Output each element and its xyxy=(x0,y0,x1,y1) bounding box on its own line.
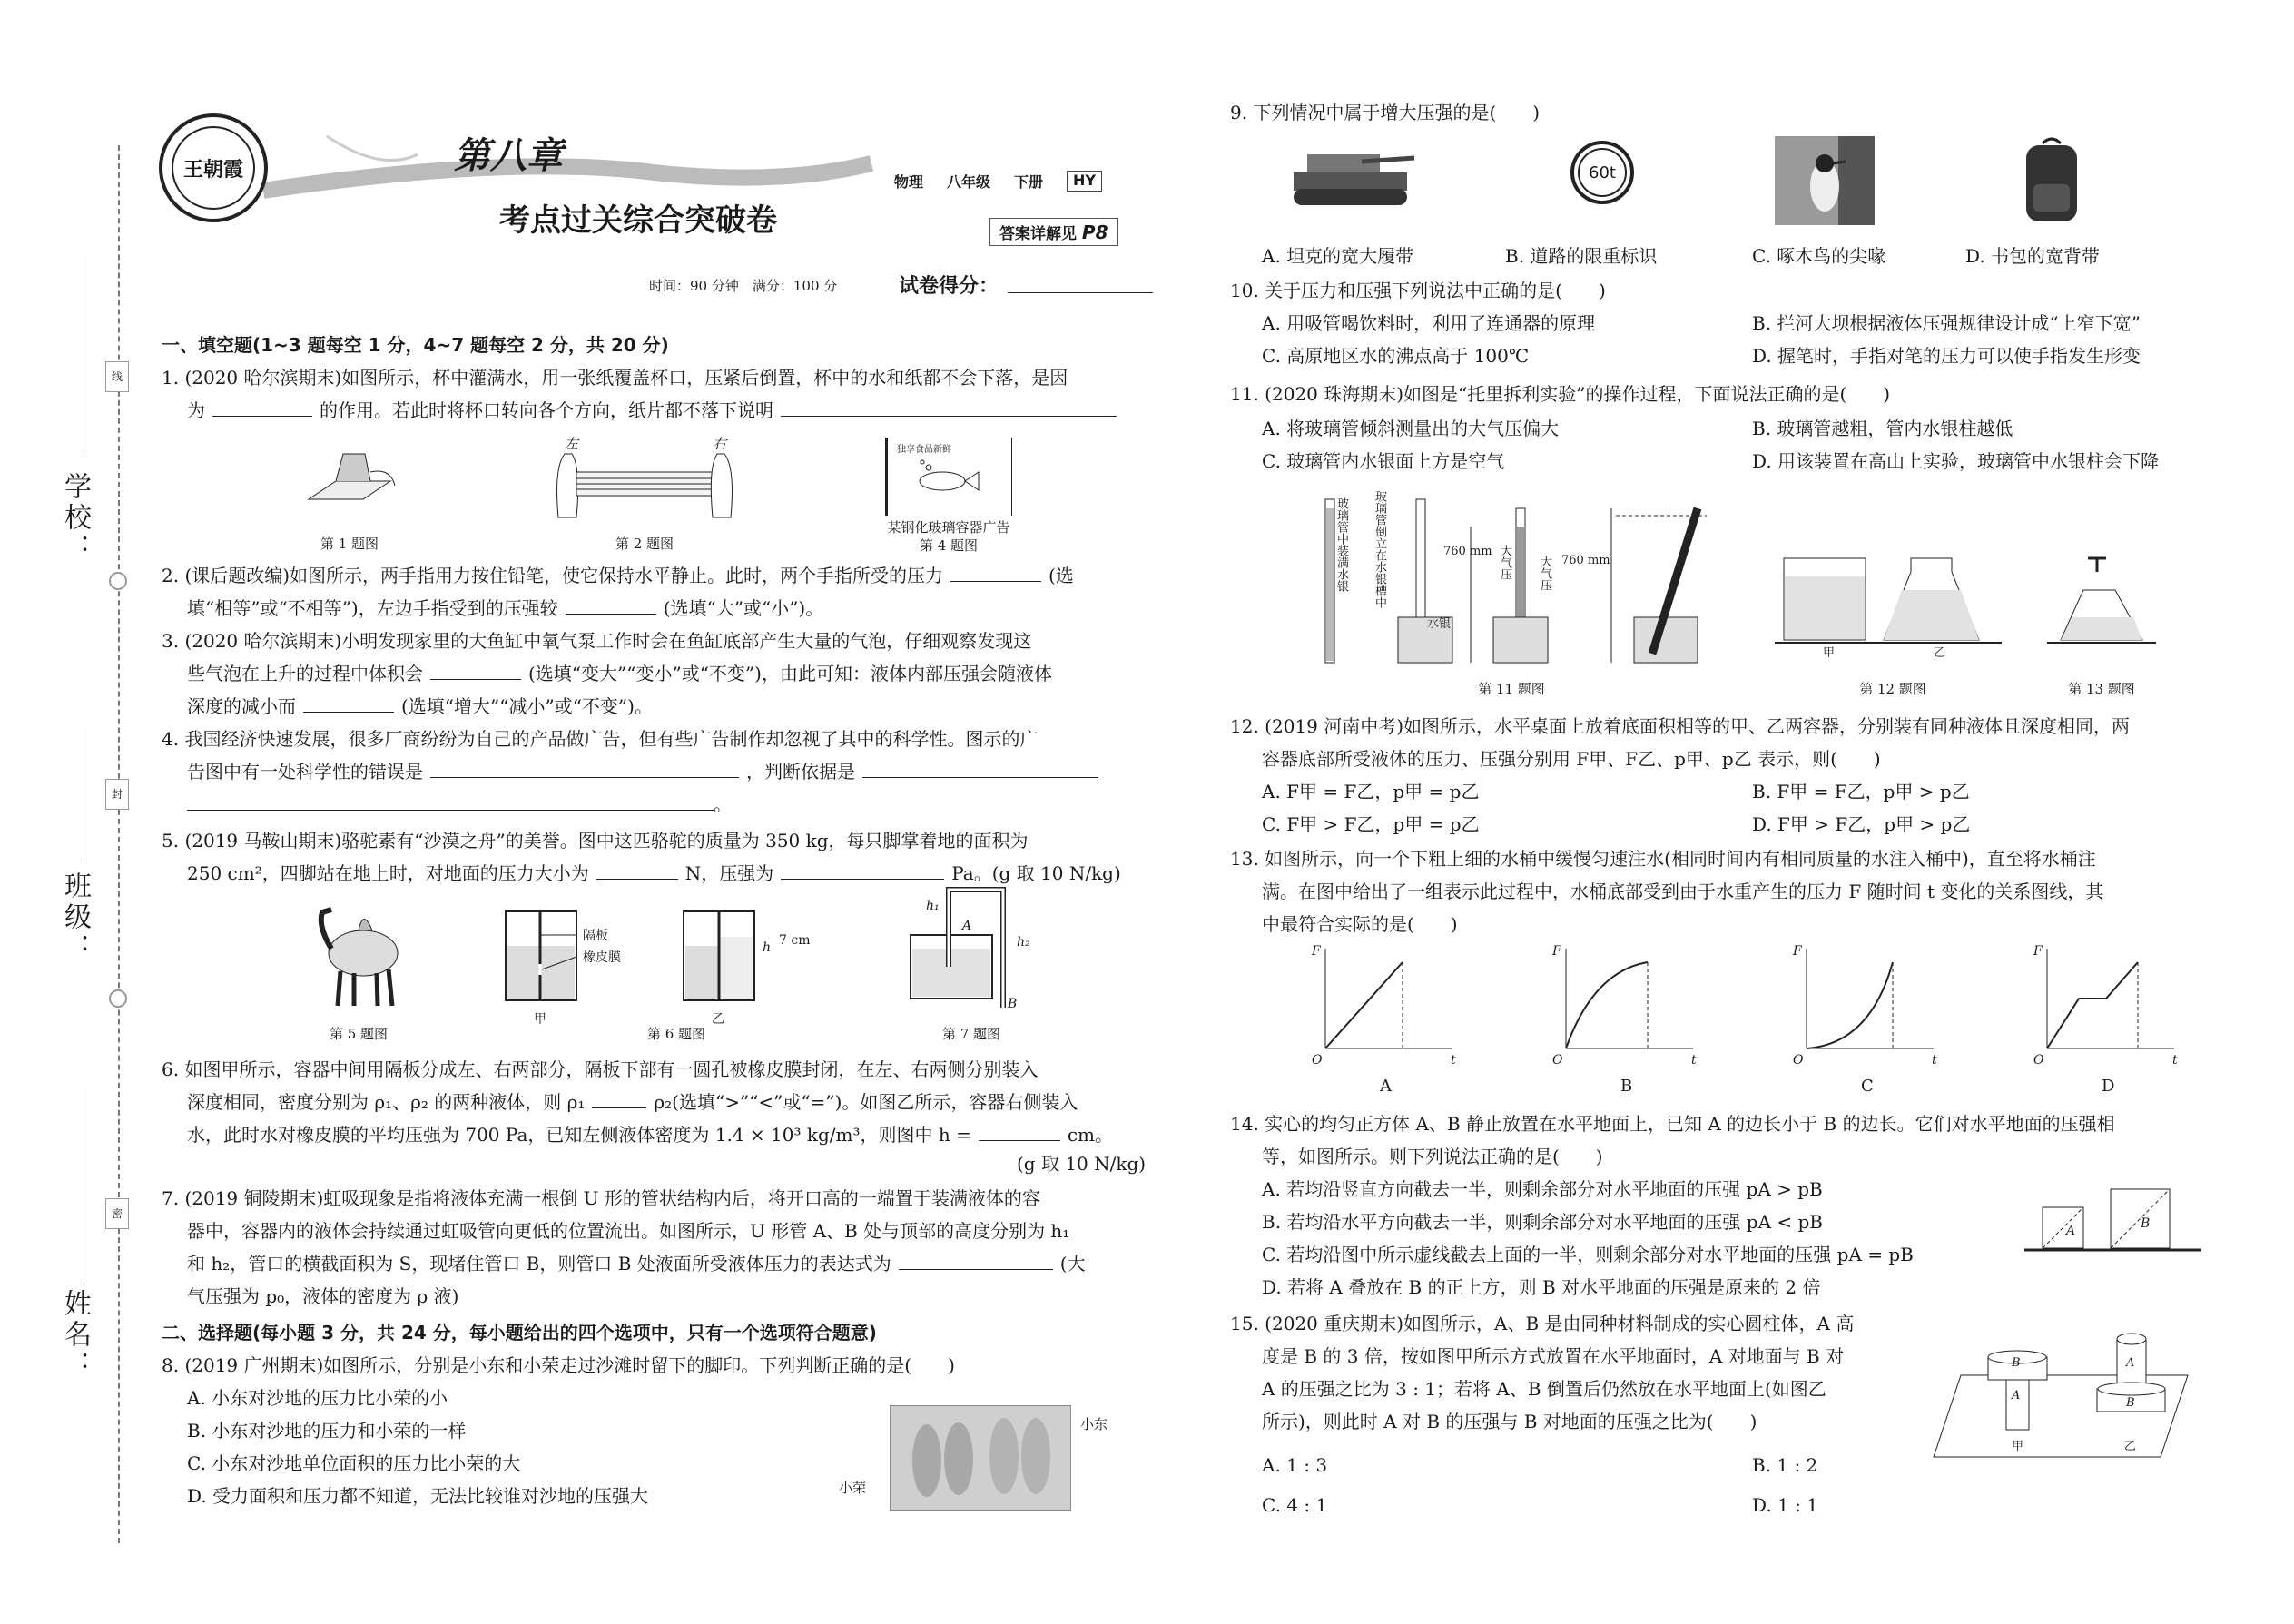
fig13-bucket xyxy=(2038,554,2165,654)
q6-line2: 深度相同，密度分别为 ρ₁、ρ₂ 的两种液体，则 ρ₁ ρ₂(选填“>”“<”或“=”)。如图乙所示，容器右侧装入 xyxy=(187,1086,1078,1118)
subject-tags xyxy=(894,171,1102,192)
fig11-label-tube-inverted: 玻璃管倒立在水银槽中 xyxy=(1373,490,1386,608)
answer-ref-page: P8 xyxy=(1081,221,1108,243)
q14-option-a[interactable]: A. 若均沿竖直方向截去一半，则剩余部分对水平地面的压强 pA > pB xyxy=(1262,1178,1823,1200)
fig12-containers xyxy=(1775,554,2011,654)
tag-grade: 八年级 xyxy=(947,173,991,191)
q11-option-d[interactable]: D. 用该装置在高山上实验，玻璃管中水银柱会下降 xyxy=(1752,450,2160,472)
fig2-left-label: 左 xyxy=(565,436,579,452)
fig12-label-yi: 乙 xyxy=(1934,646,1946,660)
q13-graph-d-o: O xyxy=(2033,1053,2044,1068)
q9-option-d[interactable]: D. 书包的宽背带 xyxy=(1965,245,2101,267)
q6-blank2[interactable] xyxy=(979,1119,1060,1141)
fig15-label-b2: B xyxy=(2126,1396,2135,1410)
q4-blank3[interactable] xyxy=(187,789,714,811)
q4-line3: 。 xyxy=(187,788,732,821)
q13-graph-curves xyxy=(1307,944,2215,1062)
q14-option-b[interactable]: B. 若均沿水平方向截去一半，则剩余部分对水平地面的压强 pA < pB xyxy=(1262,1211,1823,1233)
q15-line3: A 的压强之比为 3 : 1；若将 A、B 倒置后仍然放在水平地面上(如图乙 xyxy=(1262,1378,1826,1400)
q9-option-c[interactable]: C. 啄木鸟的尖喙 xyxy=(1752,245,1886,267)
answer-ref-label: 答案详解见 xyxy=(999,225,1077,243)
q12-option-b[interactable]: B. F甲 = F乙，p甲 > p乙 xyxy=(1752,781,1970,802)
q9-option-b[interactable]: B. 道路的限重标识 xyxy=(1505,245,1658,267)
q11-stem: 11. (2020 珠海期末)如图是“托里拆利实验”的操作过程，下面说法正确的是( ) xyxy=(1230,383,1891,405)
q15-option-b[interactable]: B. 1 : 2 xyxy=(1752,1454,1818,1476)
q7-line3: 和 h₂，管口的横截面积为 S，现堵住管口 B，则管口 B 处液面所受液体压力的表达式为 (大 xyxy=(187,1247,1086,1280)
q9-stem: 9. 下列情况中属于增大压强的是( ) xyxy=(1230,102,1541,123)
tag-edition: HY xyxy=(1067,171,1102,192)
fig11-label-mercury: 水银 xyxy=(1427,617,1452,631)
q13-graph-d-f: F xyxy=(2033,944,2043,959)
score-blank xyxy=(1008,292,1153,293)
fig2-right-label: 右 xyxy=(713,436,727,452)
fig7-b-label: B xyxy=(1008,997,1018,1011)
q13-graph-d-label[interactable]: D xyxy=(2102,1077,2115,1096)
q9-tank-image xyxy=(1289,136,1416,209)
binding-hole-1 xyxy=(109,572,127,590)
fig4-caption: 第 4 题图 xyxy=(919,537,979,554)
q11-option-a[interactable]: A. 将玻璃管倾斜测量出的大气压偏大 xyxy=(1262,418,1560,439)
name-label: 姓名： xyxy=(59,1289,91,1382)
school-label: 学校： xyxy=(59,472,91,565)
q2-line2: 填“相等”或“不相等”)，左边手指受到的压强较 (选填“大”或“小”)。 xyxy=(187,592,823,625)
q8-footprints-image xyxy=(890,1405,1071,1511)
q11-option-c[interactable]: C. 玻璃管内水银面上方是空气 xyxy=(1262,450,1505,472)
q6-line3: 水，此时水对橡皮膜的平均压强为 700 Pa，已知左侧液体密度为 1.4 × 10³ kg/m³，则图中 h = cm。 xyxy=(187,1118,1113,1151)
fig11-torricelli xyxy=(1307,490,1725,672)
fig14-label-a: A xyxy=(2066,1224,2076,1238)
q4-blank1[interactable] xyxy=(430,756,739,778)
q6-gnote: (g 取 10 N/kg) xyxy=(1017,1153,1147,1175)
q5-blank2[interactable] xyxy=(781,858,944,880)
q15-option-d[interactable]: D. 1 : 1 xyxy=(1752,1494,1818,1516)
fig6-membrane-label: 橡皮膜 xyxy=(583,950,621,965)
q12-option-d[interactable]: D. F甲 > F乙，p甲 > p乙 xyxy=(1752,813,1971,835)
fig15-label-jia: 甲 xyxy=(2012,1440,2024,1453)
tag-volume: 下册 xyxy=(1014,173,1044,191)
q3-line2: 些气泡在上升的过程中体积会 (选填“变大”“变小”或“不变”)，由此可知：液体内部压强会随液体 xyxy=(187,657,1052,690)
q13-graph-a-f: F xyxy=(1312,944,1321,959)
fig6-yi-label: 乙 xyxy=(712,1012,724,1027)
q7-blank1[interactable] xyxy=(899,1248,1053,1270)
q3-blank2[interactable] xyxy=(303,691,394,713)
q13-line2: 满。在图中给出了一组表示此过程中，水桶底部受到由于水重产生的压力 F 随时间 t 变化的关系图线，其 xyxy=(1262,881,2104,902)
seal-mark-line: 线 xyxy=(105,361,129,392)
q10-option-c[interactable]: C. 高原地区水的沸点高于 100℃ xyxy=(1262,345,1530,367)
fig4-ad xyxy=(885,438,1012,516)
q10-option-a[interactable]: A. 用吸管喝饮料时，利用了连通器的原理 xyxy=(1262,312,1596,334)
fig4-fish-icon xyxy=(888,458,997,504)
brand-name: 王朝霞 xyxy=(172,126,255,210)
q13-graph-b-t: t xyxy=(1691,1053,1697,1068)
footprint-icons xyxy=(891,1406,1072,1511)
q12-option-c[interactable]: C. F甲 > F乙，p甲 = p乙 xyxy=(1262,813,1480,835)
fig15-cylinders xyxy=(1925,1321,2197,1466)
q8-option-a[interactable]: A. 小东对沙地的压力比小荣的小 xyxy=(187,1387,448,1409)
q14-option-c[interactable]: C. 若均沿图中所示虚线截去上面的一半，则剩余部分对水平地面的压强 pA = pB xyxy=(1262,1244,1914,1265)
q13-line3: 中最符合实际的是( ) xyxy=(1262,913,1458,935)
q13-graphs xyxy=(1307,944,2215,1098)
q15-line2: 度是 B 的 3 倍，按如图甲所示方式放置在水平地面时，A 对地面与 B 对 xyxy=(1262,1345,1845,1367)
q9-sign-inner: 60t xyxy=(1578,148,1627,197)
q5-blank1[interactable] xyxy=(596,858,678,880)
fig15-label-a2: A xyxy=(2126,1356,2135,1370)
q13-graph-c-label[interactable]: C xyxy=(1861,1077,1874,1096)
q14-line2: 等，如图所示。则下列说法正确的是( ) xyxy=(1262,1146,1603,1167)
q2-blank2[interactable] xyxy=(566,593,656,615)
seal-mark-seal: 封 xyxy=(105,779,129,810)
q15-option-a[interactable]: A. 1 : 3 xyxy=(1262,1454,1328,1476)
q9-sign-image xyxy=(1570,141,1634,204)
q14-option-d[interactable]: D. 若将 A 叠放在 B 的正上方，则 B 对水平地面的压强是原来的 2 倍 xyxy=(1262,1276,1821,1298)
seal-mark-dense: 密 xyxy=(105,1198,129,1229)
binding-hole-2 xyxy=(109,989,127,1008)
binding-line xyxy=(118,145,120,1543)
q12-line2: 容器底部所受液体的压力、压强分别用 F甲、F乙、p甲、p乙 表示，则( ) xyxy=(1262,748,1881,770)
q13-graph-b-f: F xyxy=(1552,944,1561,959)
q1-line1: 1. (2020 哈尔滨期末)如图所示，杯中灌满水，用一张纸覆盖杯口，压紧后倒置，杯中的水和纸都不会下落，是因 xyxy=(162,367,1068,389)
q13-graph-b-o: O xyxy=(1552,1053,1563,1068)
fig11-label-pressure1: 大气压 xyxy=(1498,545,1511,580)
q13-graph-a-label[interactable]: A xyxy=(1380,1077,1392,1096)
fig13-caption: 第 13 题图 xyxy=(2068,681,2135,697)
time-info: 时间：90 分钟 满分：100 分 xyxy=(649,278,838,294)
q4-blank2[interactable] xyxy=(862,756,1098,778)
fig6-divider-label: 隔板 xyxy=(583,929,608,943)
score-label: 试卷得分： xyxy=(899,275,999,298)
fig11-label-tube-full: 玻璃管中装满水银 xyxy=(1334,497,1348,592)
fig11-label-760b: 760 mm xyxy=(1561,554,1610,567)
fig6-caption: 第 6 题图 xyxy=(646,1026,706,1042)
q4-line2: 告图中有一处科学性的错误是 ，判断依据是 xyxy=(187,755,1098,788)
q9-option-a[interactable]: A. 坦克的宽大履带 xyxy=(1262,245,1414,267)
q8-label-xiaodong: 小东 xyxy=(1080,1416,1108,1432)
fig7-h2-label: h₂ xyxy=(1017,935,1030,950)
fig12-caption: 第 12 题图 xyxy=(1859,681,1926,697)
q8-label-xiaorong: 小荣 xyxy=(839,1480,867,1496)
fig2-caption: 第 2 题图 xyxy=(615,536,674,552)
q6-blank1[interactable] xyxy=(592,1087,646,1108)
q1-blank2[interactable] xyxy=(781,395,1117,417)
fig4-ad-text: 独享食品新鲜 xyxy=(897,445,951,455)
q15-line4: 所示)，则此时 A 对 B 的压强与 B 对地面的压强之比为( ) xyxy=(1262,1411,1757,1432)
fig15-label-b1: B xyxy=(2012,1356,2021,1370)
q12-line1: 12. (2019 河南中考)如图所示，水平桌面上放着底面积相等的甲、乙两容器，分别装有同种液体且深度相同，两 xyxy=(1230,715,2131,737)
fig6-jia-label: 甲 xyxy=(534,1012,546,1027)
q13-line1: 13. 如图所示，向一个下粗上细的水桶中缓慢匀速注水(相同时间内有相同质量的水注入桶中)，直至将水桶注 xyxy=(1230,848,2096,870)
q10-stem: 10. 关于压力和压强下列说法中正确的是( ) xyxy=(1230,280,1606,301)
fig6-h-label: h xyxy=(763,940,772,955)
fig1-cup xyxy=(300,445,399,517)
chapter-title: 第八章 xyxy=(454,135,563,177)
section2-title: 二、选择题(每小题 3 分，共 24 分，每小题给出的四个选项中，只有一个选项符合题意) xyxy=(162,1322,877,1343)
q8-stem: 8. (2019 广州期末)如图所示，分别是小东和小荣走过沙滩时留下的脚印。下列判断正确的是( ) xyxy=(162,1354,955,1376)
q5-line2: 250 cm²，四脚站在地上时，对地面的压力大小为 N，压强为 Pa。(g 取 10 N/kg) xyxy=(187,857,1121,890)
q8-option-b[interactable]: B. 小东对沙地的压力和小荣的一样 xyxy=(187,1420,467,1442)
fig12-label-jia: 甲 xyxy=(1823,646,1836,660)
q13-graph-c-f: F xyxy=(1793,944,1802,959)
q3-blank1[interactable] xyxy=(430,658,521,680)
fig1-caption: 第 1 题图 xyxy=(320,536,379,552)
q5-line1: 5. (2019 马鞍山期末)骆驼素有“沙漠之舟”的美誉。图中这匹骆驼的质量为 350 kg，每只脚掌着地的面积为 xyxy=(162,830,1029,851)
q2-blank1[interactable] xyxy=(950,560,1041,582)
fig11-label-760a: 760 mm xyxy=(1443,545,1492,558)
fig2-pencil xyxy=(545,449,744,522)
q13-graph-d-t: t xyxy=(2172,1053,2178,1068)
q8-option-d[interactable]: D. 受力面积和压力都不知道，无法比较谁对沙地的压强大 xyxy=(187,1485,649,1507)
q11-option-b[interactable]: B. 玻璃管越粗，管内水银柱越低 xyxy=(1752,418,2013,439)
q15-option-c[interactable]: C. 4 : 1 xyxy=(1262,1494,1328,1516)
fig15-label-a1: A xyxy=(2012,1389,2021,1403)
q13-graph-b-label[interactable]: B xyxy=(1620,1077,1633,1096)
q13-graph-a-o: O xyxy=(1312,1053,1323,1068)
brand-logo xyxy=(159,113,268,222)
q7-line4: 气压强为 p₀，液体的密度为 ρ 液) xyxy=(187,1285,459,1307)
q9-backpack-image xyxy=(2015,134,2088,225)
fig7-h1-label: h₁ xyxy=(926,899,940,913)
section1-title: 一、填空题(1~3 题每空 1 分，4~7 题每空 2 分，共 20 分) xyxy=(162,334,669,356)
fig14-cubes xyxy=(2024,1180,2206,1253)
fig5-caption: 第 5 题图 xyxy=(329,1026,389,1042)
q13-graph-c-t: t xyxy=(1932,1053,1937,1068)
fig11-label-pressure2: 大气压 xyxy=(1538,556,1551,591)
q6-line1: 6. 如图甲所示，容器中间用隔板分成左、右两部分，隔板下部有一圆孔被橡皮膜封闭，在左、右两侧分别装入 xyxy=(162,1058,1039,1080)
fig15-label-yi: 乙 xyxy=(2124,1440,2137,1453)
q15-line1: 15. (2020 重庆期末)如图所示，A、B 是由同种材料制成的实心圆柱体，A 高 xyxy=(1230,1313,1855,1334)
q3-line1: 3. (2020 哈尔滨期末)小明发现家里的大鱼缸中氧气泵工作时会在鱼缸底部产生大量的气泡，仔细观察发现这 xyxy=(162,630,1032,652)
answer-reference xyxy=(989,218,1118,246)
q10-option-b[interactable]: B. 拦河大坝根据液体压强规律设计成“上窄下宽” xyxy=(1752,312,2141,334)
q2-line1: 2. (课后题改编)如图所示，两手指用力按住铅笔，使它保持水平静止。此时，两个手指所受的压力 (选 xyxy=(162,559,1074,592)
fig7-caption: 第 7 题图 xyxy=(941,1026,1001,1042)
fig6-containers xyxy=(504,910,758,1009)
fig11-caption: 第 11 题图 xyxy=(1478,681,1545,697)
q4-line1: 4. 我国经济快速发展，很多厂商纷纷为自己的产品做广告，但有些广告制作却忽视了其中的科学性。图示的广 xyxy=(162,728,1039,750)
q1-blank1[interactable] xyxy=(212,395,312,417)
fig14-label-b: B xyxy=(2141,1216,2151,1231)
q13-graph-a-t: t xyxy=(1451,1053,1456,1068)
page-title: 考点过关综合突破卷 xyxy=(499,202,777,239)
class-label: 班级： xyxy=(59,871,91,964)
q7-line1: 7. (2019 铜陵期末)虹吸现象是指将液体充满一根倒 U 形的管状结构内后，将开口高的一端置于装满液体的容 xyxy=(162,1187,1040,1209)
q9-woodpecker-image xyxy=(1775,136,1875,225)
q13-graph-c-o: O xyxy=(1793,1053,1804,1068)
tag-subject: 物理 xyxy=(894,173,924,191)
fig6-7cm-label: 7 cm xyxy=(779,933,811,948)
q14-line1: 14. 实心的均匀正方体 A、B 静止放置在水平地面上，已知 A 的边长小于 B 的边长。它们对水平地面的压强相 xyxy=(1230,1113,2115,1135)
fig5-camel xyxy=(309,899,409,1012)
q1-line2: 为 的作用。若此时将杯口转向各个方向，纸片都不落下说明 xyxy=(187,394,1117,427)
q10-option-d[interactable]: D. 握笔时，手指对笔的压力可以使手指发生形变 xyxy=(1752,345,2141,367)
q7-line2: 器中，容器内的液体会持续通过虹吸管向更低的位置流出。如图所示，U 形管 A、B 处与顶部的高度分别为 h₁ xyxy=(187,1220,1070,1242)
q8-option-c[interactable]: C. 小东对沙地单位面积的压力比小荣的大 xyxy=(187,1452,521,1474)
woodpecker-icon xyxy=(1775,136,1875,225)
fig4-ad-caption: 某钢化玻璃容器广告 xyxy=(887,519,1010,536)
fig7-a-label: A xyxy=(962,919,972,933)
q12-option-a[interactable]: A. F甲 = F乙，p甲 = p乙 xyxy=(1262,781,1480,802)
q3-line3: 深度的减小而 (选填“增大”“减小”或“不变”)。 xyxy=(187,690,653,723)
